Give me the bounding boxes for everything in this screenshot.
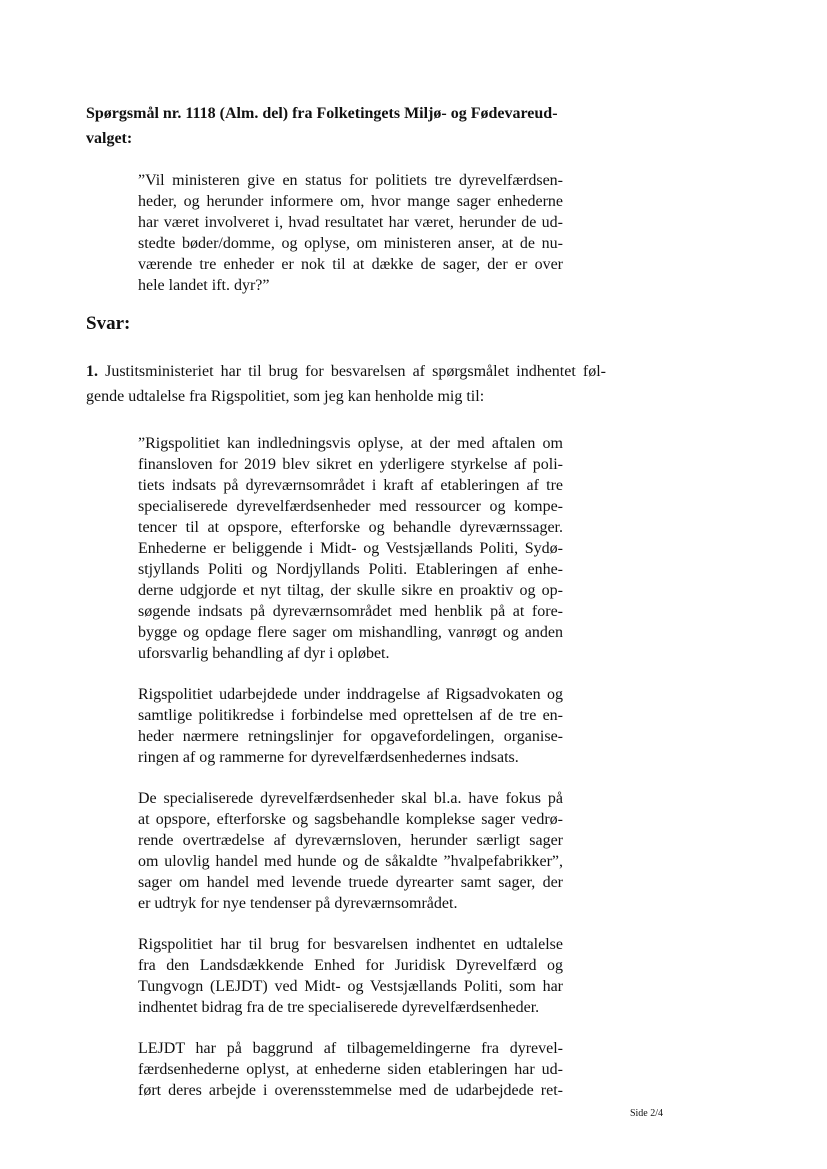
- answer-intro: [86, 359, 606, 409]
- page-number: Side 2/4: [629, 1108, 663, 1119]
- answer-number: 1.: [86, 363, 98, 380]
- quote-line: De specialiserede dyrevelfærdsenheder skal bl.a. have fokus på: [138, 790, 563, 807]
- quote-line: færdsenhederne oplyst, at enhederne siden etableringen har ud-: [138, 1061, 563, 1078]
- quote-line: bygge og opdage flere sager om mishandling, vanrøgt og anden: [138, 624, 563, 641]
- question-quote: [138, 170, 563, 296]
- quote-line: Rigspolitiet udarbejdede under inddragelse af Rigsadvokaten og: [138, 686, 563, 703]
- quote-paragraph: [138, 433, 563, 664]
- quote-line: hele landet ift. dyr?”: [138, 277, 270, 294]
- quote-line: heder nærmere retningslinjer for opgavefordelingen, organise-: [138, 728, 563, 745]
- quote-line: ført deres arbejde i overensstemmelse med de udarbejdede ret-: [138, 1082, 563, 1099]
- answer-intro-line: gende udtalelse fra Rigspolitiet, som jeg kan henholde mig til:: [86, 388, 485, 405]
- quote-line: samtlige politikredse i forbindelse med oprettelsen af de tre en-: [138, 707, 563, 724]
- quote-line: søgende indsats på dyreværnsområdet med henblik på at fore-: [138, 603, 563, 620]
- quote-line: værende tre enheder er nok til at dække de sager, der er over: [138, 256, 563, 273]
- quote-line: Enhederne er beliggende i Midt- og Vestsjællands Politi, Sydø-: [138, 540, 563, 557]
- quote-line: finansloven for 2019 blev sikret en yderligere styrkelse af poli-: [138, 456, 563, 473]
- quote-line: stjyllands Politi og Nordjyllands Politi. Etableringen af enhe-: [138, 561, 563, 578]
- quote-line: tencer til at opspore, efterforske og behandle dyreværnssager.: [138, 519, 563, 536]
- answer-heading: Svar:: [86, 313, 131, 334]
- quote-line: rende overtrædelse af dyreværnsloven, herunder særligt sager: [138, 832, 563, 849]
- quote-line: LEJDT har på baggrund af tilbagemeldingerne fra dyrevel-: [138, 1040, 563, 1057]
- quote-paragraph: [138, 934, 563, 1018]
- quote-line: ”Rigspolitiet kan indledningsvis oplyse, at der med aftalen om: [138, 435, 563, 452]
- quote-paragraph: [138, 1038, 563, 1101]
- quote-paragraph: [138, 788, 563, 914]
- quote-line: sager om handel med levende truede dyrearter samt sager, der: [138, 874, 563, 891]
- quote-line: har været involveret i, hvad resultatet har været, herunder de ud-: [138, 214, 563, 231]
- quote-line: stedte bøder/domme, og oplyse, om ministeren anser, at de nu-: [138, 235, 563, 252]
- quote-line: heder, og herunder informere om, hvor mange sager enhederne: [138, 193, 563, 210]
- quote-line: Tungvogn (LEJDT) ved Midt- og Vestsjællands Politi, som har: [138, 978, 563, 995]
- quote-line: uforsvarlig behandling af dyr i opløbet.: [138, 645, 390, 662]
- quote-line: om ulovlig handel med hunde og de såkaldte ”hvalpefabrikker”,: [138, 853, 563, 870]
- quote-line: at opspore, efterforske og sagsbehandle komplekse sager vedrø-: [138, 811, 563, 828]
- answer-intro-line: [86, 359, 606, 384]
- question-title: [86, 101, 616, 151]
- quote-line: indhentet bidrag fra de tre specialiserede dyrevelfærdsenheder.: [138, 999, 540, 1016]
- quote-line: ringen af og rammerne for dyrevelfærdsenhedernes indsats.: [138, 749, 519, 766]
- answer-intro-text: Justitsministeriet har til brug for besvarelsen af spørgsmålet indhentet føl-: [98, 363, 606, 380]
- question-title-line: Spørgsmål nr. 1118 (Alm. del) fra Folketingets Miljø- og Fødevareud-: [86, 105, 558, 122]
- quote-line: specialiserede dyrevelfærdsenheder med ressourcer og kompe-: [138, 498, 563, 515]
- quote-line: Rigspolitiet har til brug for besvarelsen indhentet en udtalelse: [138, 936, 563, 953]
- question-title-line: valget:: [86, 130, 133, 147]
- quote-line: fra den Landsdækkende Enhed for Juridisk Dyrevelfærd og: [138, 957, 563, 974]
- quote-line: derne udgjorde et nyt tiltag, der skulle sikre en proaktiv og op-: [138, 582, 563, 599]
- quote-line: er udtryk for nye tendenser på dyreværnsområdet.: [138, 895, 458, 912]
- quote-line: ”Vil ministeren give en status for politiets tre dyrevelfærdsen-: [138, 172, 563, 189]
- answer-quote: [138, 433, 563, 1121]
- quote-line: tiets indsats på dyreværnsområdet i kraft af etableringen af tre: [138, 477, 563, 494]
- quote-paragraph: [138, 684, 563, 768]
